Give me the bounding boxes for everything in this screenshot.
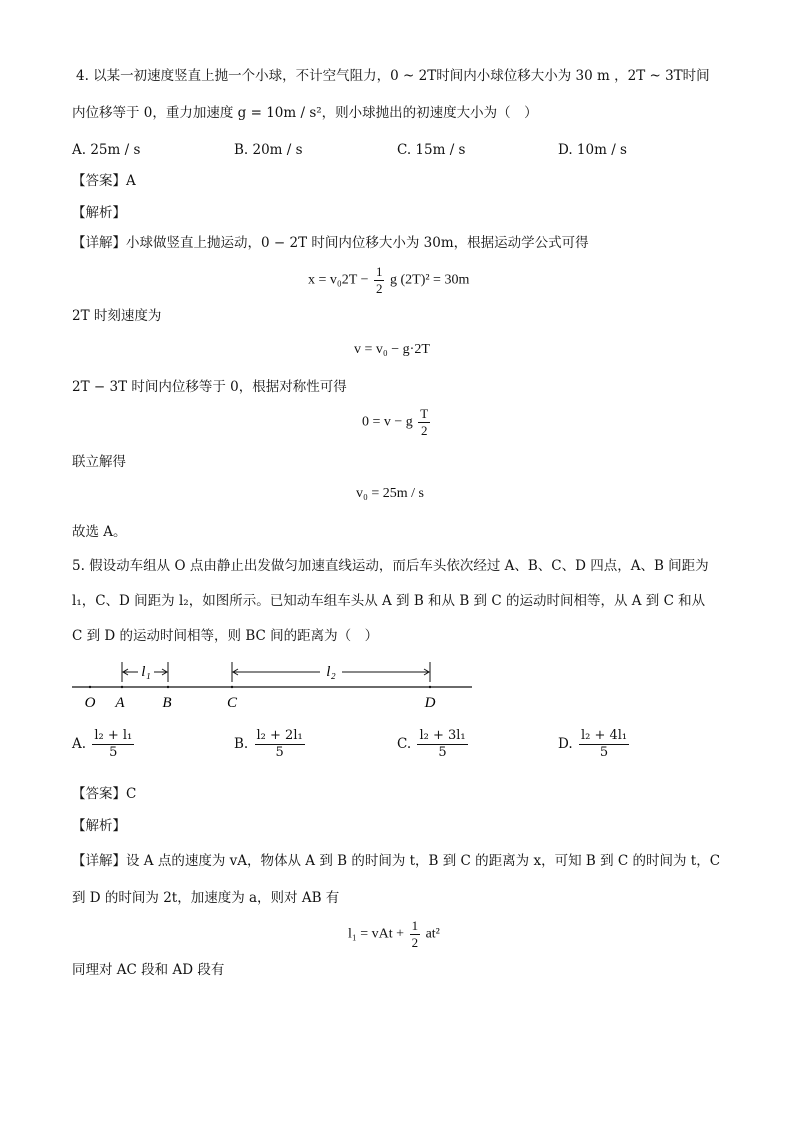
q5-option-b-fraction	[255, 728, 305, 761]
q5-option-a-num: l₂ + l₁	[94, 728, 133, 743]
q5-stem-line1: 5. 假设动车组从 O 点由静止出发做匀加速直线运动，而后车头依次经过 A、B、C、D 四点，A、B 间距为	[72, 558, 709, 574]
q5-figure	[70, 652, 480, 714]
q5-option-b-label: B.	[234, 736, 249, 752]
q5-option-b[interactable]	[234, 728, 307, 761]
q4-text-3: 2T − 3T 时间内位移等于 0，根据对称性可得	[72, 379, 347, 395]
q5-option-d-fraction	[579, 728, 629, 761]
q5-option-a[interactable]	[72, 728, 136, 761]
label-c: C	[226, 695, 238, 711]
q4-eq1-right: g (2T)² = 30m	[389, 272, 470, 288]
q4-stem-line2: 内位移等于 0，重力加速度 g = 10m / s²，则小球抛出的初速度大小为（ ）	[72, 105, 538, 121]
q4-answer: 【答案】A	[72, 173, 136, 189]
point-c-dot	[231, 686, 233, 688]
q4-eq1-den: 2	[375, 281, 383, 296]
q5-eq1-fraction	[410, 918, 421, 951]
q5-option-c[interactable]	[397, 728, 470, 761]
q5-option-a-den: 5	[109, 745, 118, 760]
q5-eq1-num: 1	[411, 918, 419, 933]
q4-eq3-den: 2	[421, 423, 428, 438]
q4-eq3-left: 0 = v − g	[362, 414, 413, 430]
q5-detail-line1: 【详解】设 A 点的速度为 vA，物体从 A 到 B 的时间为 t，B 到 C 的距离为 x，可知 B 到 C 的时间为 t，C	[72, 853, 721, 869]
q5-text-2: 同理对 AC 段和 AD 段有	[72, 962, 225, 978]
q5-detail-line2: 到 D 的时间为 2t，加速度为 a，则对 AB 有	[72, 890, 340, 906]
point-b-dot	[167, 686, 169, 688]
q5-stem-line2: l₁，C、D 间距为 l₂，如图所示。已知动车组车头从 A 到 B 和从 B 到 C 的运动时间相等，从 A 到 C 和从	[72, 593, 706, 609]
q5-option-d[interactable]	[558, 728, 631, 761]
q5-equation-1	[348, 918, 440, 951]
label-a: A	[115, 695, 125, 711]
label-b: B	[162, 695, 172, 711]
q4-text-4: 联立解得	[72, 454, 126, 470]
q4-option-c[interactable]: C. 15m / s	[397, 142, 466, 158]
point-o-dot	[89, 686, 91, 688]
q4-detail: 【详解】小球做竖直上抛运动，0 − 2T 时间内位移大小为 30m，根据运动学公式可得	[72, 235, 589, 251]
q5-option-b-den: 5	[275, 745, 284, 760]
label-d: D	[424, 695, 436, 711]
q5-eq1-left: l₁ = vAt +	[348, 926, 405, 942]
label-l1: l₁	[141, 664, 151, 680]
q5-option-c-num: l₂ + 3l₁	[419, 728, 466, 743]
label-o: O	[84, 695, 96, 711]
q5-stem-line3: C 到 D 的运动时间相等，则 BC 间的距离为（ ）	[72, 628, 379, 644]
q4-analysis-heading: 【解析】	[72, 205, 126, 221]
q4-eq3-fraction	[418, 406, 430, 439]
q4-equation-3	[362, 406, 432, 439]
q4-eq1-num: 1	[375, 264, 383, 279]
q4-eq1-fraction	[374, 264, 385, 297]
q5-option-d-label: D.	[558, 736, 573, 752]
q5-option-a-label: A.	[72, 736, 87, 752]
q4-eq3-num: T	[420, 406, 429, 421]
q4-option-b[interactable]: B. 20m / s	[234, 142, 303, 158]
q5-option-b-num: l₂ + 2l₁	[256, 728, 303, 743]
q5-eq1-den: 2	[411, 935, 419, 950]
q5-option-c-label: C.	[397, 736, 412, 752]
q4-equation-2: v = v₀ − g·2T	[354, 342, 430, 357]
q5-option-c-fraction	[417, 728, 467, 761]
q4-equation-1	[308, 264, 469, 297]
q4-text-2: 2T 时刻速度为	[72, 308, 162, 324]
point-d-dot	[429, 686, 431, 688]
q4-conclusion: 故选 A。	[72, 524, 127, 540]
q4-eq1-left: x = v₀2T −	[308, 272, 369, 288]
q4-stem-line1: 4. 以某一初速度竖直上抛一个小球，不计空气阻力，0 ~ 2T时间内小球位移大小为 30 m ，2T ~ 3T时间	[76, 68, 710, 84]
q5-eq1-right: at²	[425, 926, 440, 942]
q4-option-a[interactable]: A. 25m / s	[72, 142, 141, 158]
q4-equation-4: v₀ = 25m / s	[356, 486, 425, 501]
q5-option-d-num: l₂ + 4l₁	[580, 728, 628, 743]
label-l2: l₂	[326, 664, 336, 680]
q5-option-a-fraction	[92, 728, 134, 761]
point-a-dot	[121, 686, 123, 688]
q5-option-c-den: 5	[438, 745, 447, 760]
q5-answer: 【答案】C	[72, 786, 137, 802]
q5-option-d-den: 5	[599, 745, 609, 760]
q4-option-d[interactable]: D. 10m / s	[558, 142, 627, 158]
q5-analysis-heading: 【解析】	[72, 818, 126, 834]
